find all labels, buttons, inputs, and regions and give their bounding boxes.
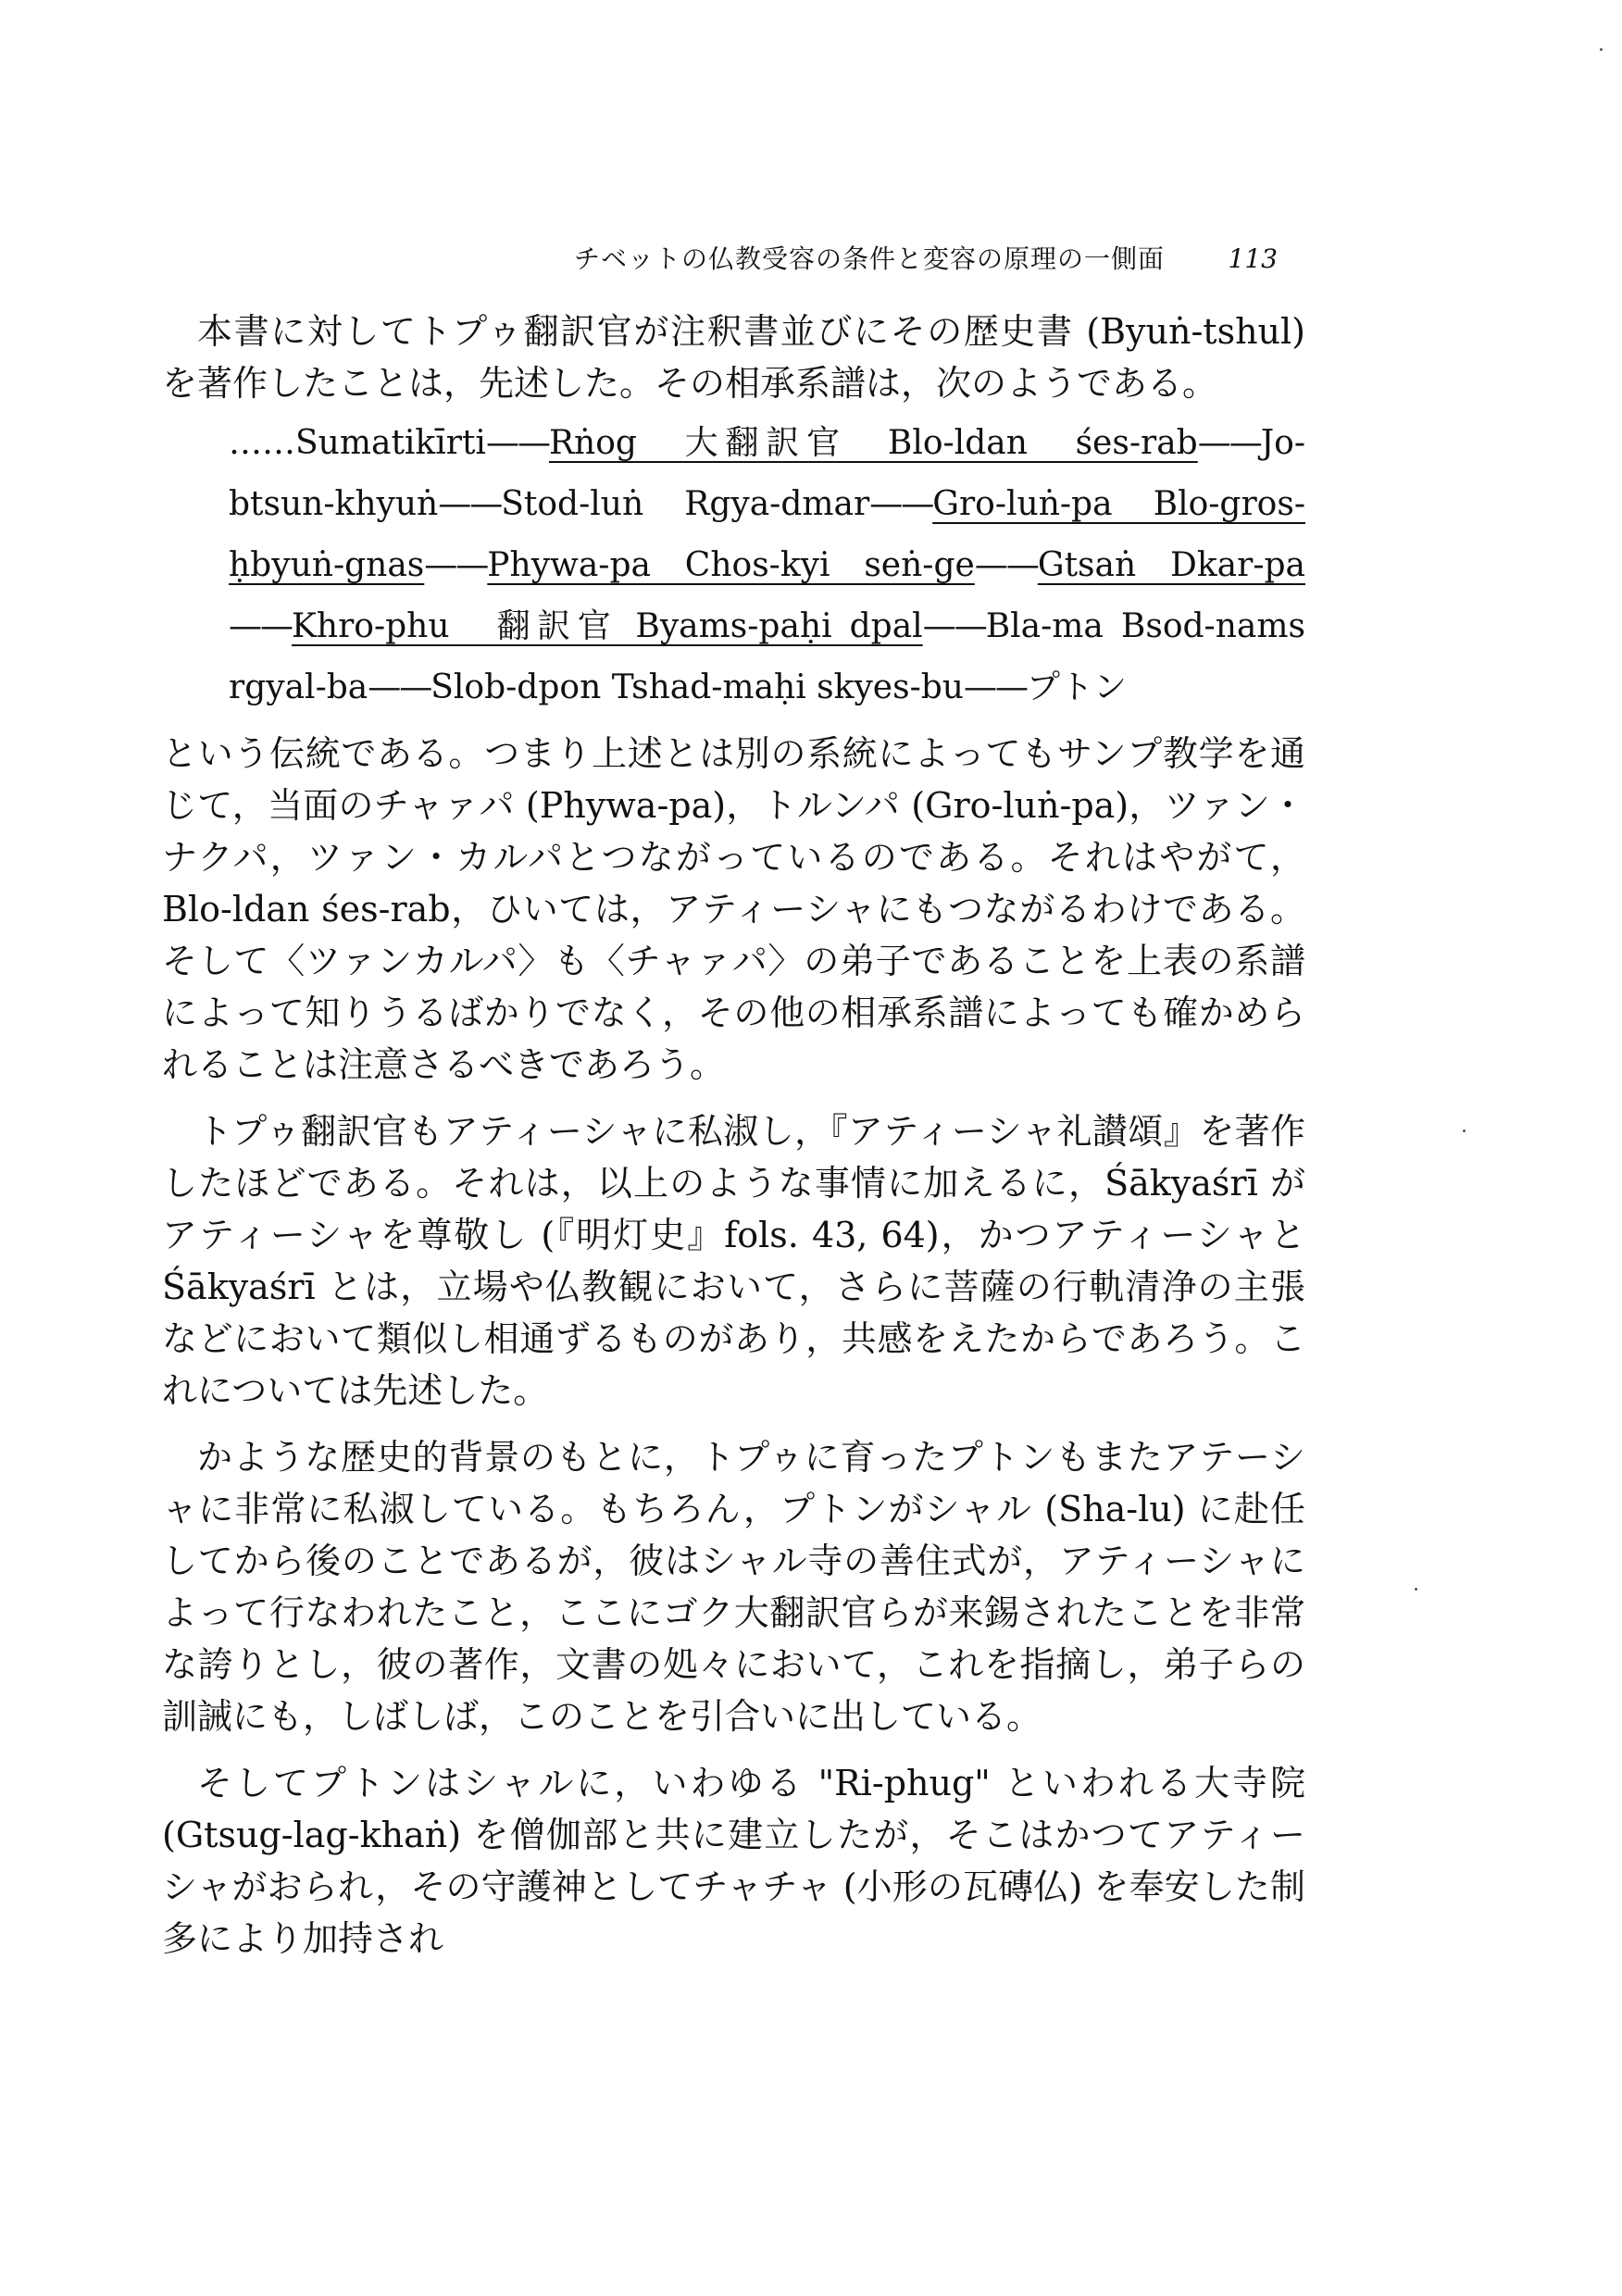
- running-header: [574, 236, 1296, 282]
- lineage-dash: ——: [229, 607, 292, 645]
- lineage-item-underlined: Phywa-pa Chos-kyi seṅ-ge: [487, 546, 975, 584]
- paragraph-tophu: トプゥ翻訳官もアティーシャに私淑し，『アティーシャ礼讃頌』を著作したほどである。それは，以上のような事情に加えるに，Śākyaśrī がアティーシャを尊敬し (『明灯史』fols. 43, 64)，かつアティーシャと Śākyaśrī とは，立場や仏教観において，さらに菩薩の行軌清浄の主張などにおいて類似し相通ずるものがあり，共感をえたからであろう。これについては先述した。: [162, 1111, 1305, 1411]
- lineage-item-underlined: Rṅog 大翻訳官 Blo-ldan śes-rab: [548, 424, 1198, 462]
- body-text: [162, 306, 1305, 1965]
- lineage-item: ……Sumatikīrti: [229, 424, 486, 462]
- lineage-dash: ——: [485, 424, 549, 462]
- lineage-item: Jo-btsun-khyuṅ: [229, 424, 1305, 523]
- lineage-item: プトン: [1026, 668, 1127, 706]
- page-number: 113: [1228, 243, 1278, 274]
- scan-speck: [1600, 48, 1603, 51]
- lineage-dash: ——: [368, 668, 431, 706]
- paragraph-tradition: という伝統である。つまり上述とは別の系統によってもサンプ教学を通じて，当面のチャァパ (Phywa-pa)，トルンパ (Gro-luṅ-pa)，ツァン・ナクパ，ツァン・カルパとつながっているのである。それはやがて，Blo-ldan śes-rab，ひいては，アティーシャにもつながるわけである。そして〈ツァンカルパ〉も〈チャァパ〉の弟子であることを上表の系譜によって知りうるばかりでなく，その他の相承系譜によっても確かめられることは注意さるべきであろう。: [162, 733, 1305, 1085]
- lineage-item-underlined: Gro-luṅ-pa Blo-gros-ḥbyuṅ-gnas: [229, 485, 1305, 584]
- lineage-dash: ——: [424, 546, 488, 584]
- lineage-item: Stod-luṅ Rgya-dmar: [501, 485, 870, 523]
- paragraph-riphug: そしてプトンはシャルに，いわゆる "Ri-phug" といわれる大寺院 (Gtsug-lag-khaṅ) を僧伽部と共に建立したが，そこはかつてアティーシャがおられ，その守護神としてチャチャ (小形の瓦磚仏) を奉安した制多により加持され: [162, 1763, 1305, 1959]
- running-title: チベットの仏教受容の条件と変容の原理の一側面: [574, 243, 1166, 274]
- lineage-dash: ——: [922, 607, 986, 645]
- lineage-dash: ——: [974, 546, 1038, 584]
- lineage-dash: ——: [438, 485, 502, 523]
- lineage-item: Slob-dpon Tshad-maḥi skyes-bu: [430, 668, 964, 706]
- lineage-dash: ——: [869, 485, 933, 523]
- scan-speck: [1463, 1129, 1466, 1132]
- scan-speck: [1415, 1588, 1417, 1591]
- lineage-item-underlined: Khro-phu 翻訳官 Byams-paḥi dpal: [292, 607, 923, 645]
- lineage-dash: ——: [1197, 424, 1261, 462]
- paragraph-historical-background: かような歴史的背景のもとに，トプゥに育ったプトンもまたアテーシャに非常に私淑している。もちろん，プトンがシャル (Sha-lu) に赴任してから後のことであるが，彼はシャル寺の善住式が，アティーシャによって行なわれたこと，ここにゴク大翻訳官らが来錫されたことを非常な誇りとし，彼の著作，文書の処々において，これを指摘し，弟子らの訓誡にも，しばしば，このことを引合いに出している。: [162, 1437, 1305, 1737]
- lineage-item-underlined: Gtsaṅ Dkar-pa: [1037, 546, 1305, 584]
- lineage-item: Bla-ma Bsod-nams rgyal-ba: [229, 607, 1305, 706]
- lineage-dash: ——: [963, 668, 1027, 706]
- intro-paragraph: 本書に対してトプゥ翻訳官が注釈書並びにその歴史書 (Byuṅ-tshul) を著作したことは，先述した。その相承系譜は，次のようである。: [162, 311, 1305, 404]
- lineage-list: [229, 413, 1305, 718]
